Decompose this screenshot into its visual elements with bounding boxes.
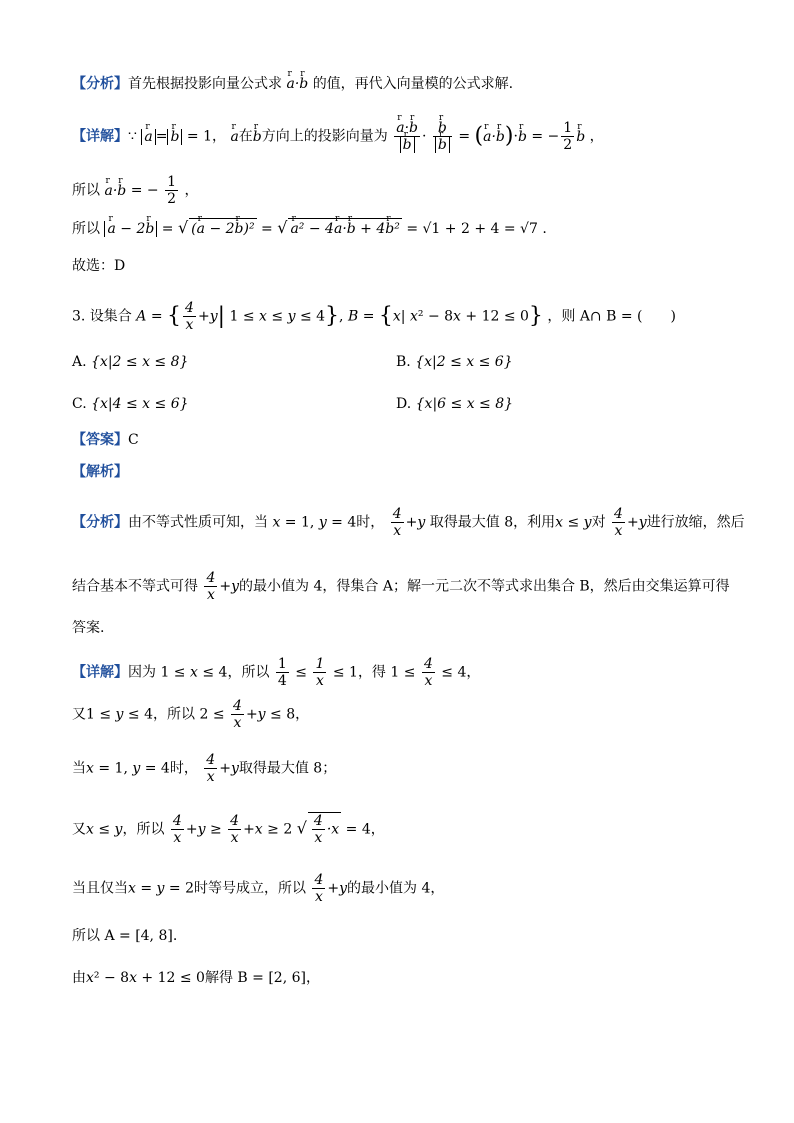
analysis-header: 【解析】 (72, 464, 128, 480)
xj-line-4: 又x ≤ y，所以 $\frac{4}{x}$ +y ≥ $\frac{4}{x}$ +x ≥ 2 √ $\frac{4}{x}$ ·x = 4， (72, 813, 385, 846)
fx-line-1: 【分析】由不等式性质可知，当 x = 1, y = 4时， $\frac{4}{x}$ +y 取得最大值 8，利用x ≤ y对 $\frac{4}{x}$ +y进行放缩，然后 (72, 506, 745, 539)
answer-line: 【答案】C (72, 432, 139, 448)
analysis-text: 首先根据投影向量公式求 (128, 76, 282, 92)
fx-line-3: 答案. (72, 620, 105, 636)
fx-line-2: 结合基本不等式可得 $\frac{4}{x}$ +y的最小值为 4，得集合 A；解一元二次不等式求出集合 B，然后由交集运算可得 (72, 570, 730, 603)
option-a[interactable]: A. {x|2 ≤ x ≤ 8} (72, 354, 189, 370)
analysis-tail: 的值，再代入向量模的公式求解. (312, 76, 514, 92)
option-c[interactable]: C. {x|4 ≤ x ≤ 6} (72, 396, 189, 412)
analysis-tag: 【分析】 (72, 76, 128, 92)
xj-line-6: 所以 A = [4, 8]. (72, 928, 178, 944)
question-3: 3. 设集合 A = { $\frac{4}{x}$ +y| 1 ≤ x ≤ y ≤ 4}, B = {x| x² − 8x + 12 ≤ 0} ，则 A∩ B = ( ) (72, 300, 676, 333)
option-b[interactable]: B. {x|2 ≤ x ≤ 6} (396, 354, 513, 370)
detail-line-2: 所以 r a·r b = − $\frac{1}{2}$ ， (72, 174, 198, 207)
xj-line-5: 当且仅当x = y = 2时等号成立，所以 $\frac{4}{x}$ +y的最小值为 4， (72, 872, 445, 905)
choice-line: 故选：D (72, 258, 126, 274)
xj-line-2: 又1 ≤ y ≤ 4，所以 2 ≤ $\frac{4}{x}$ +y ≤ 8， (72, 698, 310, 731)
xj-line-7: 由x² − 8x + 12 ≤ 0解得 B = [2, 6]， (72, 970, 320, 986)
detail-line-1: 【详解】∵ r a =r b = 1， r a在r b方向上的投影向量为 r a·r b r b · r b r b = (r a·r b)·r b = − $\frac{1}{2}$ r b ， (72, 120, 604, 153)
option-d[interactable]: D. {x|6 ≤ x ≤ 8} (396, 396, 514, 412)
xj-line-1: 【详解】因为 1 ≤ x ≤ 4，所以 $\frac{1}{4}$ ≤ $\frac{1}{x}$ ≤ 1，得 1 ≤ $\frac{4}{x}$ ≤ 4， (72, 656, 481, 689)
xj-line-3: 当x = 1, y = 4时， $\frac{4}{x}$ +y取得最大值 8； (72, 752, 337, 785)
detail-line-3: 所以 r a − 2r b = √ (r a − 2r b)² = √r a² − 4r a·r b + 4r b² = √1 + 2 + 4 = √7 . (72, 218, 547, 239)
analysis-line-1: 【分析】首先根据投影向量公式求 r a·r b 的值，再代入向量模的公式求解. (72, 74, 513, 94)
detail-tag: 【详解】 (72, 128, 128, 145)
